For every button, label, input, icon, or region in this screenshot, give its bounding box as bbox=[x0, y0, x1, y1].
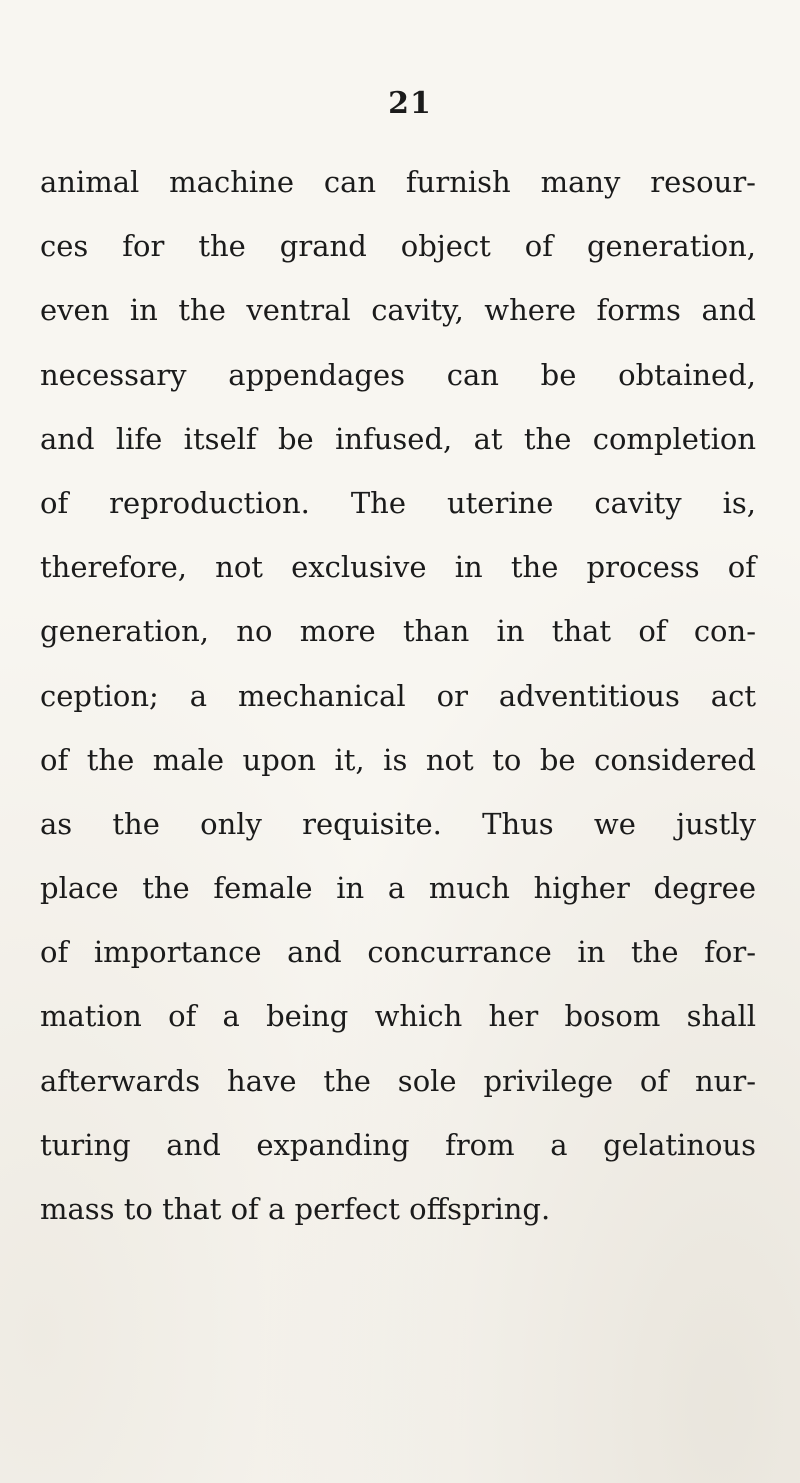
text-line: generation, no more than in that of con- bbox=[40, 614, 756, 649]
text-line: mass to that of a perfect offspring. bbox=[40, 1192, 551, 1226]
text-line: place the female in a much higher degree bbox=[40, 871, 756, 906]
text-line: of importance and concurrance in the for- bbox=[40, 935, 756, 970]
text-line: mation of a being which her bosom shall bbox=[40, 999, 756, 1034]
text-line: of the male upon it, is not to be considered bbox=[40, 742, 756, 777]
text-line: necessary appendages can be obtained, bbox=[40, 357, 756, 392]
text-line: ception; a mechanical or adventitious act bbox=[40, 678, 756, 713]
text-line: even in the ventral cavity, where forms and bbox=[40, 293, 756, 328]
text-line: afterwards have the sole privilege of nur- bbox=[40, 1063, 756, 1098]
text-line: of reproduction. The uterine cavity is, bbox=[40, 485, 756, 520]
text-line: ces for the grand object of generation, bbox=[40, 229, 756, 264]
text-line: and life itself be infused, at the completion bbox=[40, 421, 756, 456]
page-number: 21 bbox=[388, 86, 432, 121]
text-line: animal machine can furnish many resour- bbox=[40, 165, 756, 199]
text-line: therefore, not exclusive in the process of bbox=[40, 550, 756, 585]
text-line: turing and expanding from a gelatinous bbox=[40, 1127, 756, 1162]
text-line: as the only requisite. Thus we justly bbox=[40, 806, 756, 841]
body-text bbox=[40, 150, 756, 1241]
